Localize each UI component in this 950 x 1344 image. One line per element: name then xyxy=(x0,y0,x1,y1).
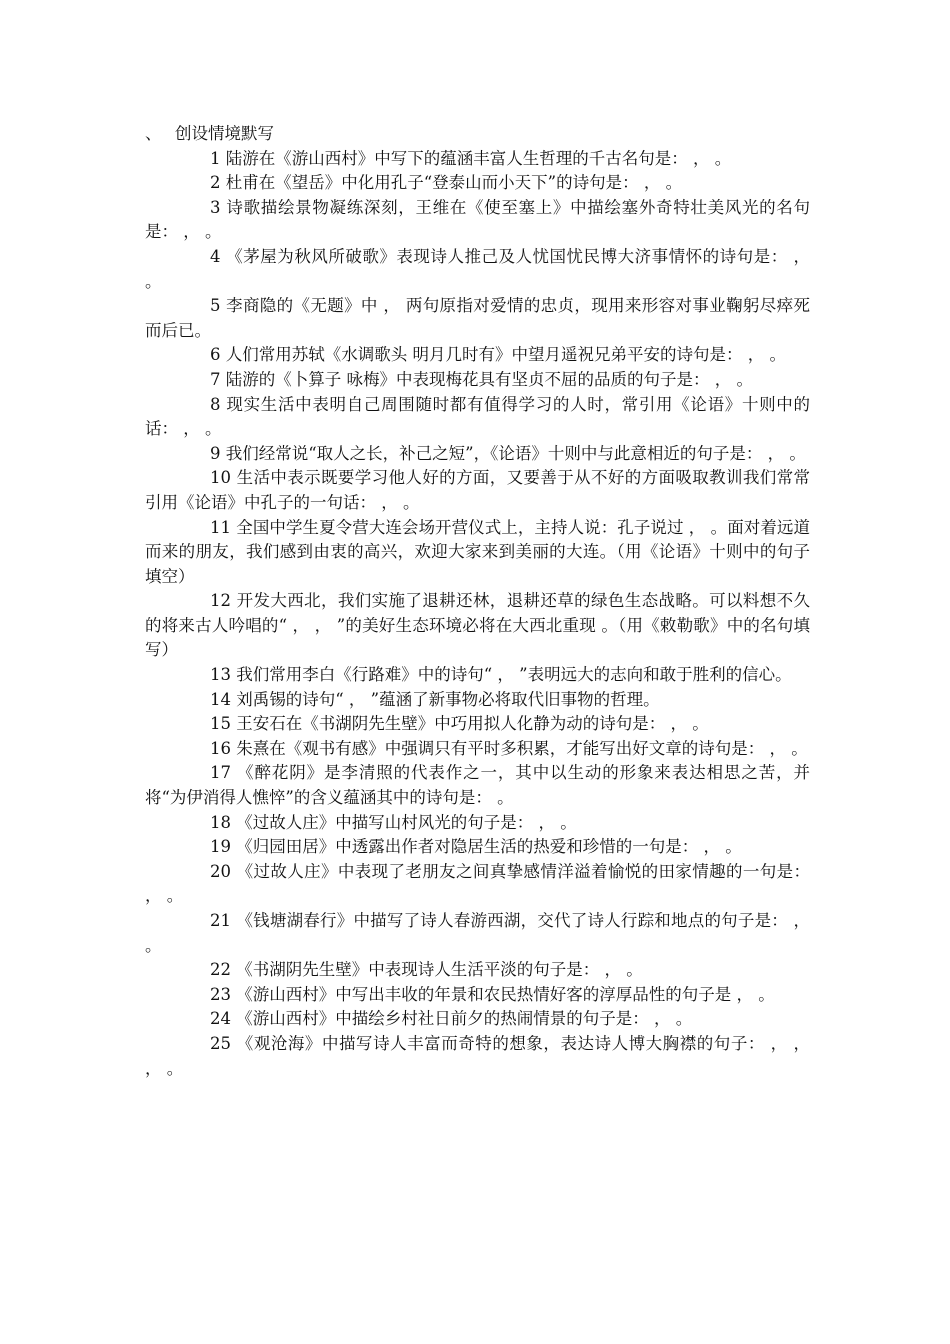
question-item-8: 8 现实生活中表明自己周围随时都有值得学习的人时，常引用《论语》十则中的话： ， 。 xyxy=(145,394,810,439)
question-item-15: 15 王安石在《书湖阴先生壁》中巧用拟人化静为动的诗句是： ， 。 xyxy=(210,714,709,734)
section-heading xyxy=(145,122,810,147)
question-item-21: 21 《钱塘湖春行》中描写了诗人春游西湖，交代了诗人行踪和地点的句子是： ， 。 xyxy=(145,911,810,955)
question-item-12: 12 开发大西北，我们实施了退耕还林，退耕还草的绿色生态战略。可以料想不久的将来古人吟唱的“ ， ， ”的美好生态环境必将在大西北重现 。（用《敕勒歌》中的名句填写） xyxy=(145,591,810,660)
section-mark: 、 xyxy=(145,124,162,143)
question-item-1: 1 陆游在《游山西村》中写下的蕴涵丰富人生哲理的千古名句是： ， 。 xyxy=(210,148,732,168)
question-item-23: 23 《游山西村》中写出丰收的年景和农民热情好客的淳厚品性的句子是 ， 。 xyxy=(210,984,775,1004)
question-item-17: 17 《醉花阴》是李清照的代表作之一，其中以生动的形象来表达相思之苦，并将“为伊消得人憔悴”的含义蕴涵其中的诗句是： 。 xyxy=(145,763,810,808)
document-page xyxy=(145,122,810,1081)
section-title: 创设情境默写 xyxy=(175,124,274,143)
question-item-22: 22 《书湖阴先生壁》中表现诗人生活平淡的句子是： ， 。 xyxy=(210,960,643,980)
question-item-7: 7 陆游的《卜算子 咏梅》中表现梅花具有坚贞不屈的品质的句子是： ， 。 xyxy=(210,369,753,389)
question-item-16: 16 朱熹在《观书有感》中强调只有平时多积累，才能写出好文章的诗句是： ， 。 xyxy=(210,738,808,758)
question-item-5: 5 李商隐的《无题》中 ， 两句原指对爱情的忠贞，现用来形容对事业鞠躬尽瘁死而后已。 xyxy=(145,296,810,340)
question-item-3: 3 诗歌描绘景物凝练深刻，王维在《使至塞上》中描绘塞外奇特壮美风光的名句是： ， 。 xyxy=(145,197,810,242)
question-item-11: 11 全国中学生夏令营大连会场开营仪式上，主持人说：孔子说过 ， 。面对着远道而来的朋友，我们感到由衷的高兴，欢迎大家来到美丽的大连。（用《论语》十则中的句子填空） xyxy=(145,517,810,586)
question-item-6: 6 人们常用苏轼《水调歌头 明月几时有》中望月遥祝兄弟平安的诗句是： ， 。 xyxy=(210,345,786,365)
question-item-13: 13 我们常用李白《行路难》中的诗句“ ， ”表明远大的志向和敢于胜利的信心。 xyxy=(210,665,792,685)
question-item-10: 10 生活中表示既要学习他人好的方面，又要善于从不好的方面吸取教训我们常常引用《论语》中孔子的一句话： ， 。 xyxy=(145,468,810,512)
question-item-19: 19 《归园田居》中透露出作者对隐居生活的热爱和珍惜的一句是： ， 。 xyxy=(210,837,742,857)
question-item-4: 4 《茅屋为秋风所破歌》表现诗人推己及人忧国忧民博大济事情怀的诗句是： ， 。 xyxy=(145,246,810,291)
question-item-14: 14 刘禹锡的诗句“ ， ”蕴涵了新事物必将取代旧事物的哲理。 xyxy=(210,689,660,709)
question-item-24: 24 《游山西村》中描绘乡村社日前夕的热闹情景的句子是： ， 。 xyxy=(210,1009,693,1029)
question-item-9: 9 我们经常说“取人之长，补己之短”，《论语》十则中与此意相近的句子是： ， 。 xyxy=(210,443,806,463)
question-item-18: 18 《过故人庄》中描写山村风光的句子是： ， 。 xyxy=(210,812,577,832)
question-item-2: 2 杜甫在《望岳》中化用孔子“登泰山而小天下”的诗句是： ， 。 xyxy=(210,173,683,193)
question-item-20: 20 《过故人庄》中表现了老朋友之间真挚感情洋溢着愉悦的田家情趣的一句是： ， 。 xyxy=(145,861,810,906)
question-item-25: 25 《观沧海》中描写诗人丰富而奇特的想象，表达诗人博大胸襟的句子： ， ， ， 。 xyxy=(145,1033,810,1078)
